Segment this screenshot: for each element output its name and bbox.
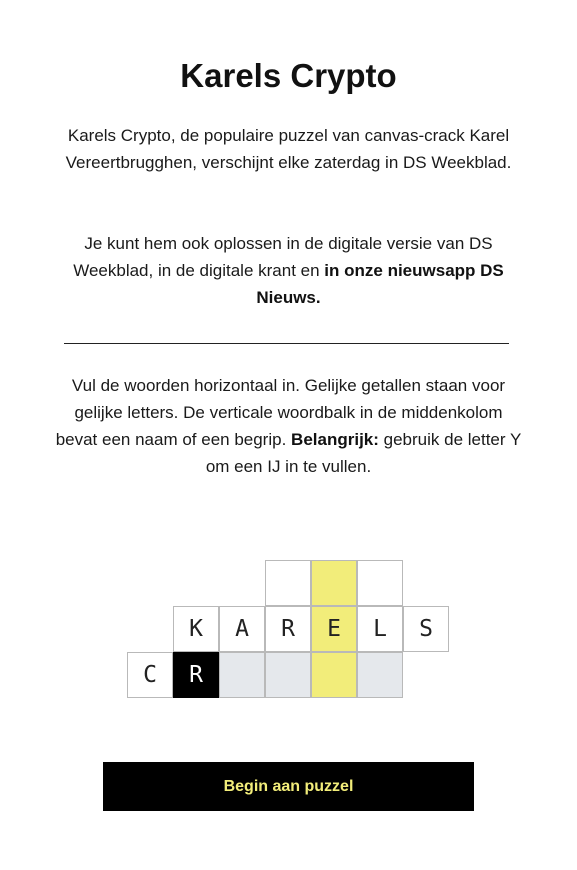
intro-app-link: in onze nieuwsapp DS Nieuws. xyxy=(256,261,504,307)
start-puzzle-button[interactable]: Begin aan puzzel xyxy=(103,762,474,811)
preview-cell: K xyxy=(173,606,219,652)
important-text: gebruik de letter Y om een IJ in te vullen. xyxy=(205,430,522,476)
preview-cell: L xyxy=(357,606,403,652)
preview-cell: S xyxy=(403,606,449,652)
preview-cell: A xyxy=(219,606,265,652)
intro-paragraph: Karels Crypto, de populaire puzzel van canvas-crack Karel Vereertbrugghen, verschijnt elke zaterdag in DS Weekblad. xyxy=(65,126,512,172)
preview-cell-highlight xyxy=(311,652,357,698)
preview-cell-highlight: E xyxy=(311,606,357,652)
preview-cell xyxy=(357,560,403,606)
preview-cell xyxy=(265,560,311,606)
preview-cell-empty xyxy=(265,652,311,698)
intro-paragraph-app xyxy=(55,230,522,311)
preview-cell-highlight xyxy=(311,560,357,606)
page-title: Karels Crypto xyxy=(180,57,397,94)
preview-cell-empty xyxy=(219,652,265,698)
divider xyxy=(64,343,509,344)
preview-cell: R xyxy=(265,606,311,652)
instructions-paragraph xyxy=(55,372,522,480)
instructions-text: Vul de woorden horizontaal in. Gelijke getallen staan voor gelijke letters. De verticale woordbalk in de middenkolom bevat een naam of een begrip. xyxy=(55,376,506,449)
preview-cell: C xyxy=(127,652,173,698)
preview-cell-active: R xyxy=(173,652,219,698)
important-label: Belangrijk: xyxy=(291,430,379,449)
preview-cell-empty xyxy=(357,652,403,698)
intro-app-text: Je kunt hem ook oplossen in de digitale versie van DS Weekblad, in de digitale krant en xyxy=(73,234,493,280)
